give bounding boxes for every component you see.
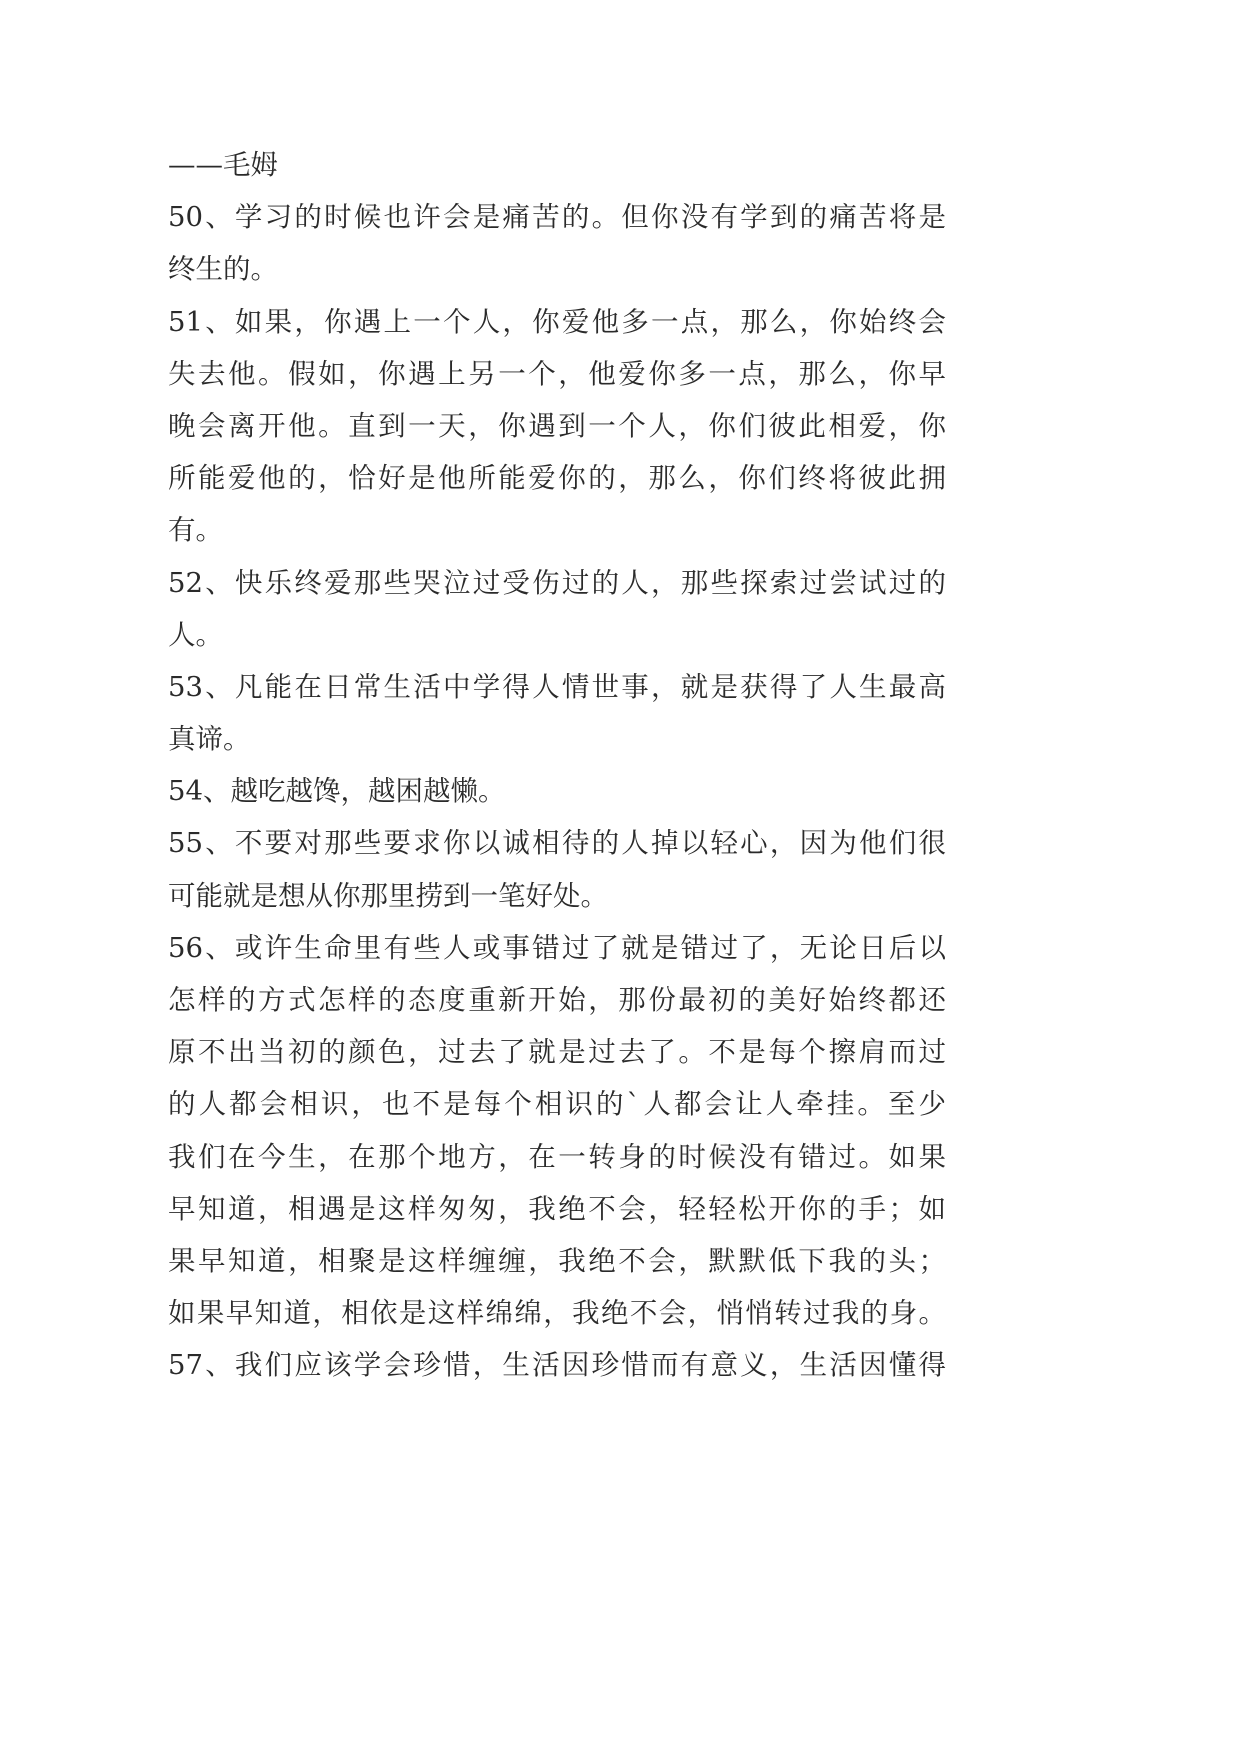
- text-line: 53、凡能在日常生活中学得人情世事，就是获得了人生最高: [168, 670, 946, 703]
- text-line: 可能就是想从你那里捞到一笔好处。: [168, 879, 608, 912]
- text-line: 50、学习的时候也许会是痛苦的。但你没有学到的痛苦将是: [168, 201, 946, 234]
- text-line: 所能爱他的，恰好是他所能爱你的，那么，你们终将彼此拥: [168, 462, 946, 495]
- text-line: 的人都会相识，也不是每个相识的`人都会让人牵挂。至少: [168, 1088, 946, 1121]
- text-line: 晚会离开他。直到一天，你遇到一个人，你们彼此相爱，你: [168, 409, 946, 442]
- text-line: 52、快乐终爱那些哭泣过受伤过的人，那些探索过尝试过的: [168, 566, 946, 599]
- attribution-line: ——毛姆: [168, 149, 278, 181]
- text-line: 我们在今生，在那个地方，在一转身的时候没有错过。如果: [168, 1140, 946, 1173]
- text-line: 57、我们应该学会珍惜，生活因珍惜而有意义，生活因懂得: [168, 1349, 946, 1382]
- document-body: [168, 139, 946, 1392]
- text-line: 真谛。: [168, 723, 251, 756]
- text-line: 果早知道，相聚是这样缠缠，我绝不会，默默低下我的头；: [168, 1244, 946, 1277]
- text-line: 人。: [168, 618, 223, 651]
- text-line: 终生的。: [168, 253, 278, 286]
- text-line: 54、越吃越馋，越困越懒。: [168, 775, 506, 808]
- text-line: 55、不要对那些要求你以诚相待的人掉以轻心，因为他们很: [168, 827, 946, 860]
- text-line: 56、或许生命里有些人或事错过了就是错过了，无论日后以: [168, 931, 946, 964]
- text-line: 如果早知道，相依是这样绵绵，我绝不会，悄悄转过我的身。: [168, 1297, 946, 1330]
- text-line: 51、如果，你遇上一个人，你爱他多一点，那么，你始终会: [168, 305, 946, 338]
- text-line: 怎样的方式怎样的态度重新开始，那份最初的美好始终都还: [168, 984, 946, 1016]
- text-line: 有。: [168, 514, 223, 547]
- text-line: 原不出当初的颜色，过去了就是过去了。不是每个擦肩而过: [168, 1036, 946, 1069]
- text-line: 失去他。假如，你遇上另一个，他爱你多一点，那么，你早: [168, 357, 946, 390]
- text-line: 早知道，相遇是这样匆匆，我绝不会，轻轻松开你的手；如: [168, 1192, 946, 1225]
